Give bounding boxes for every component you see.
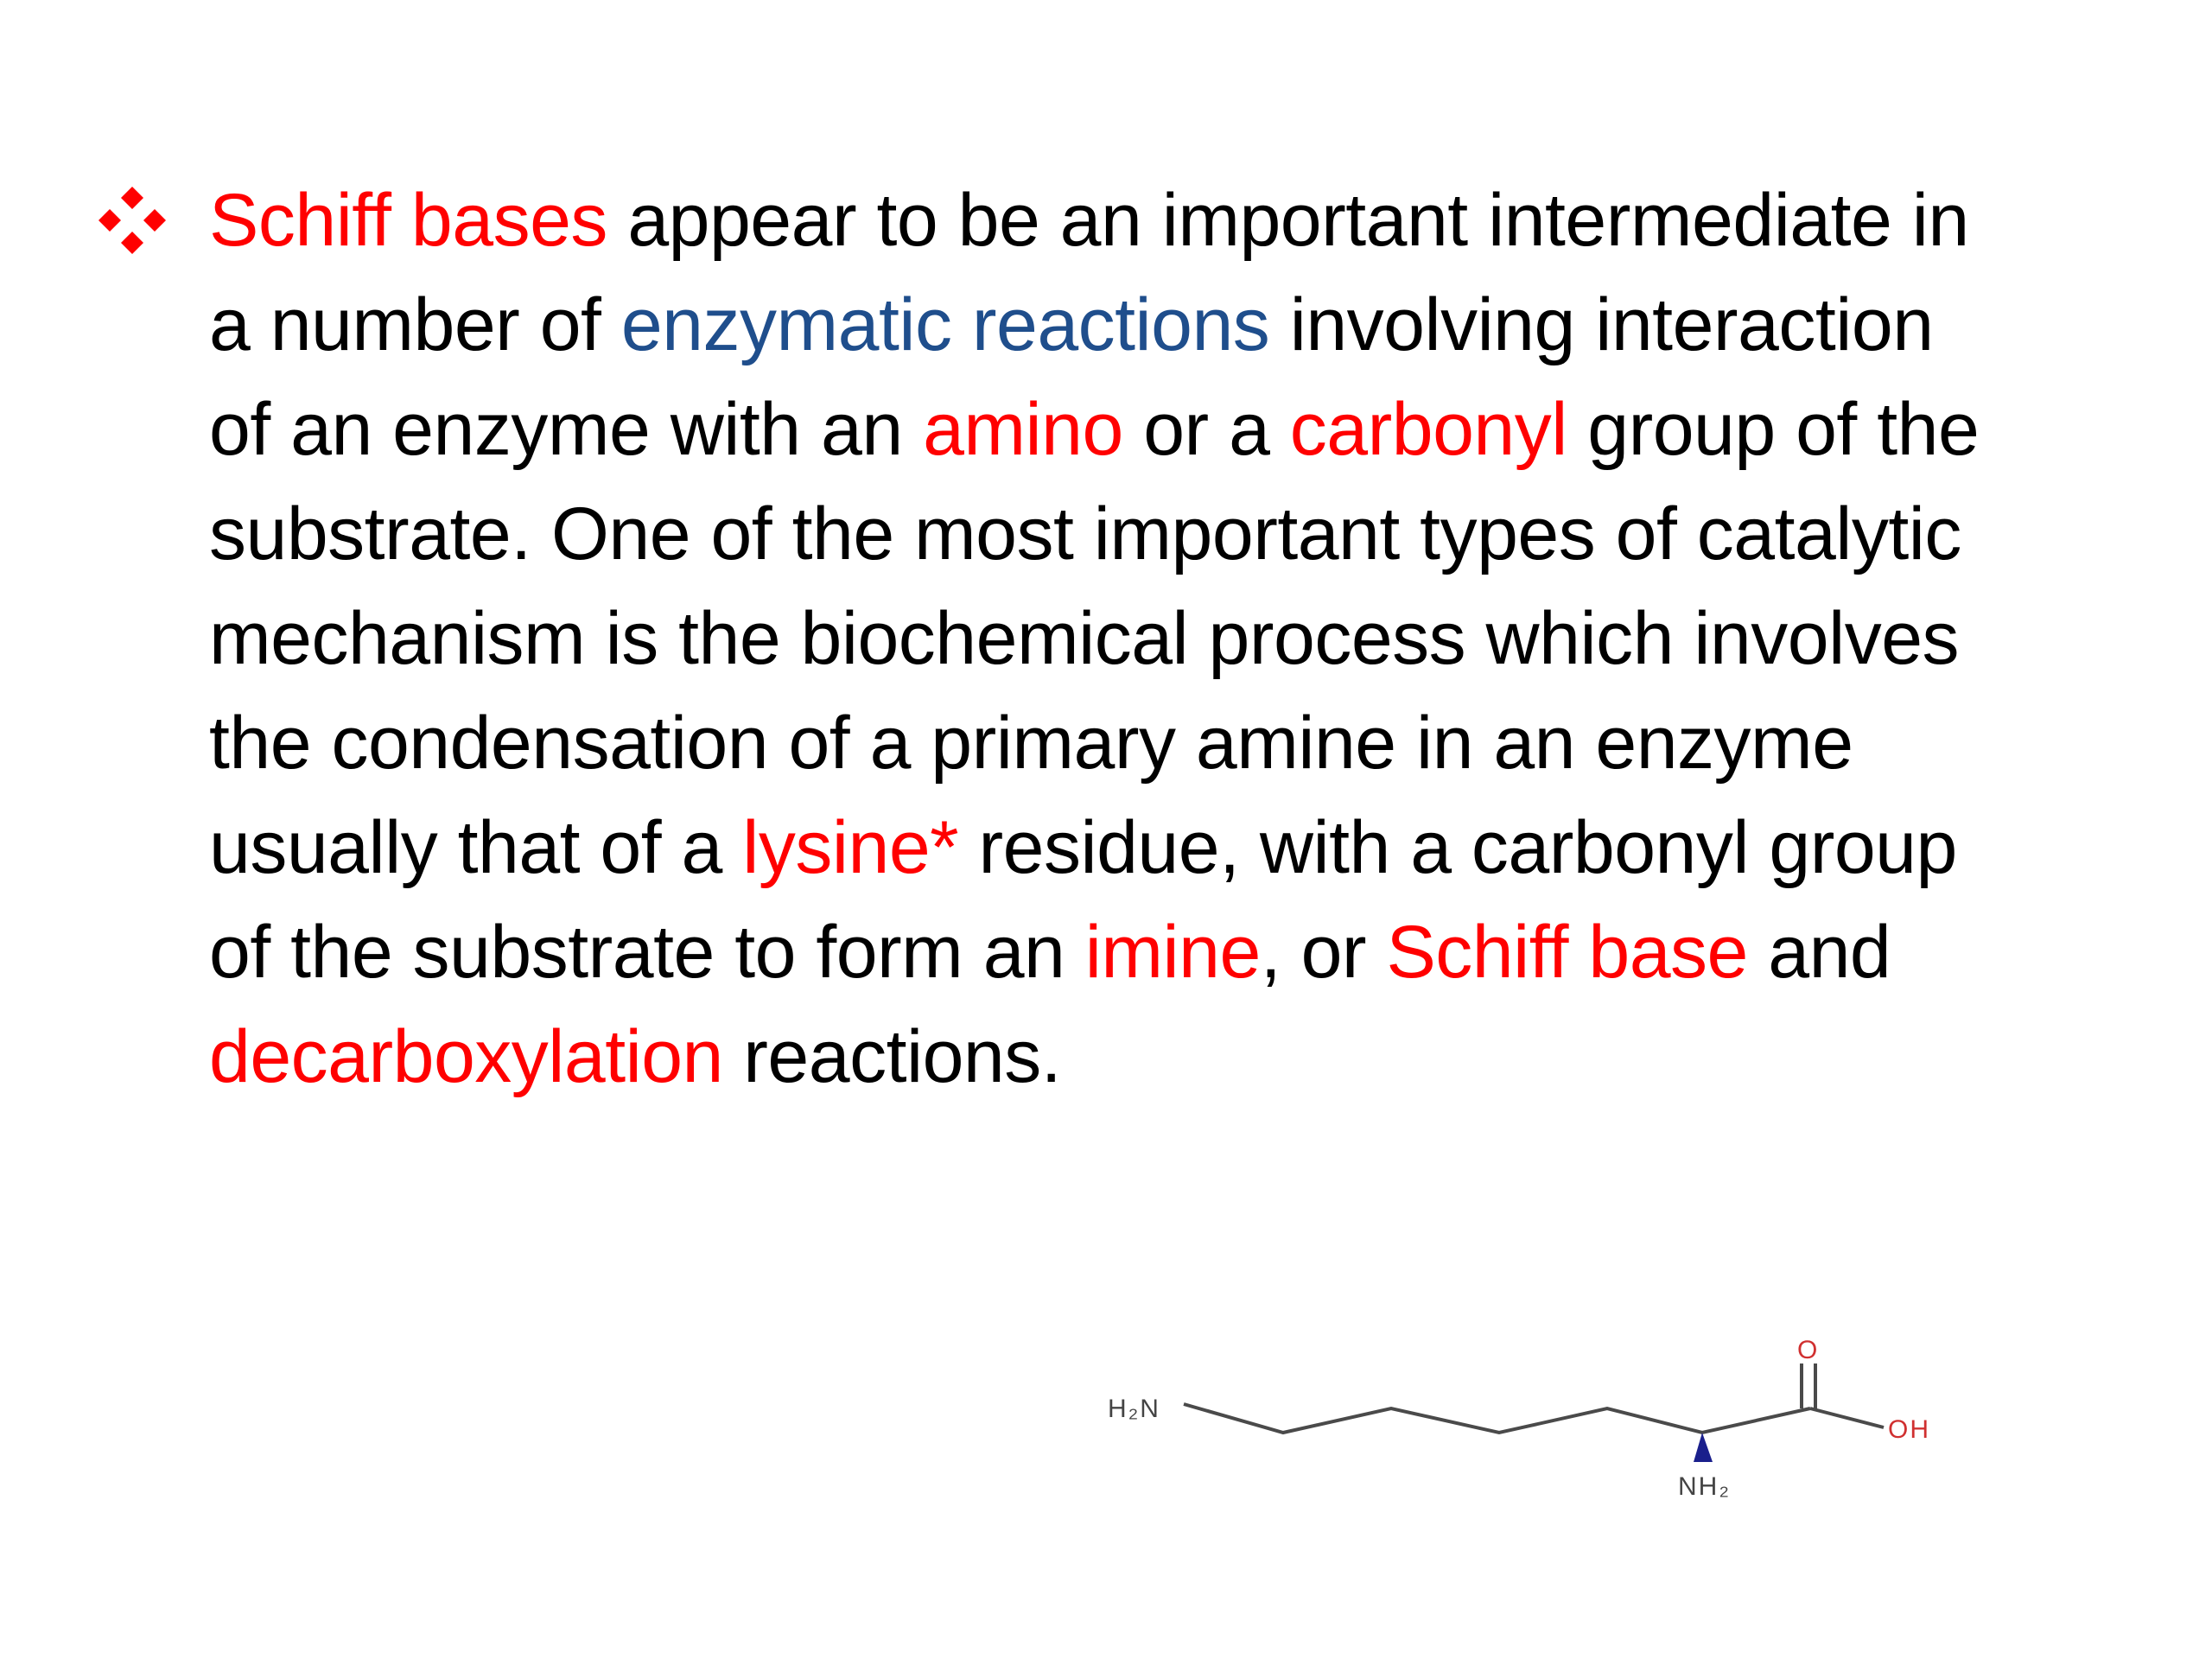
text-segment: reactions. (722, 1015, 1062, 1098)
four-diamond-bullet-icon (97, 185, 168, 256)
h2n-label: H₂N (1108, 1395, 1160, 1423)
term-lysine: lysine* (742, 806, 959, 889)
term-schiff-base: Schiff base (1386, 911, 1748, 994)
text-segment: and (1747, 911, 1891, 994)
term-decarboxylation: decarboxylation (209, 1015, 723, 1098)
c-oh-bond (1810, 1408, 1884, 1427)
text-segment: involving interaction of an enzyme with an (209, 283, 1934, 471)
text-segment: or a (1122, 388, 1290, 471)
lysine-structure-diagram (1097, 1331, 1996, 1521)
text-segment: appear to be an important intermediate in a number of (209, 179, 1969, 366)
text-segment: residue, with a carbonyl group of the substrate to form an (209, 806, 1957, 994)
term-amino: amino (923, 388, 1123, 471)
body-paragraph (209, 168, 2006, 1109)
term-carbonyl: carbonyl (1289, 388, 1567, 471)
term-schiff-bases: Schiff bases (209, 179, 607, 262)
term-imine: imine (1084, 911, 1261, 994)
oh-label: OH (1888, 1415, 1930, 1444)
wedge-bond (1694, 1433, 1713, 1462)
text-segment: , or (1260, 911, 1387, 994)
text-segment: group of the substrate. One of the most important types of catalytic mechanism is the biochemical process which involves the condensation of a primary amine in an enzyme usually that of a (209, 388, 1980, 889)
carbon-chain (1184, 1404, 1810, 1433)
term-enzymatic-reactions: enzymatic reactions (620, 283, 1270, 366)
oxygen-label: O (1797, 1336, 1818, 1364)
nh2-label: NH₂ (1678, 1472, 1731, 1501)
